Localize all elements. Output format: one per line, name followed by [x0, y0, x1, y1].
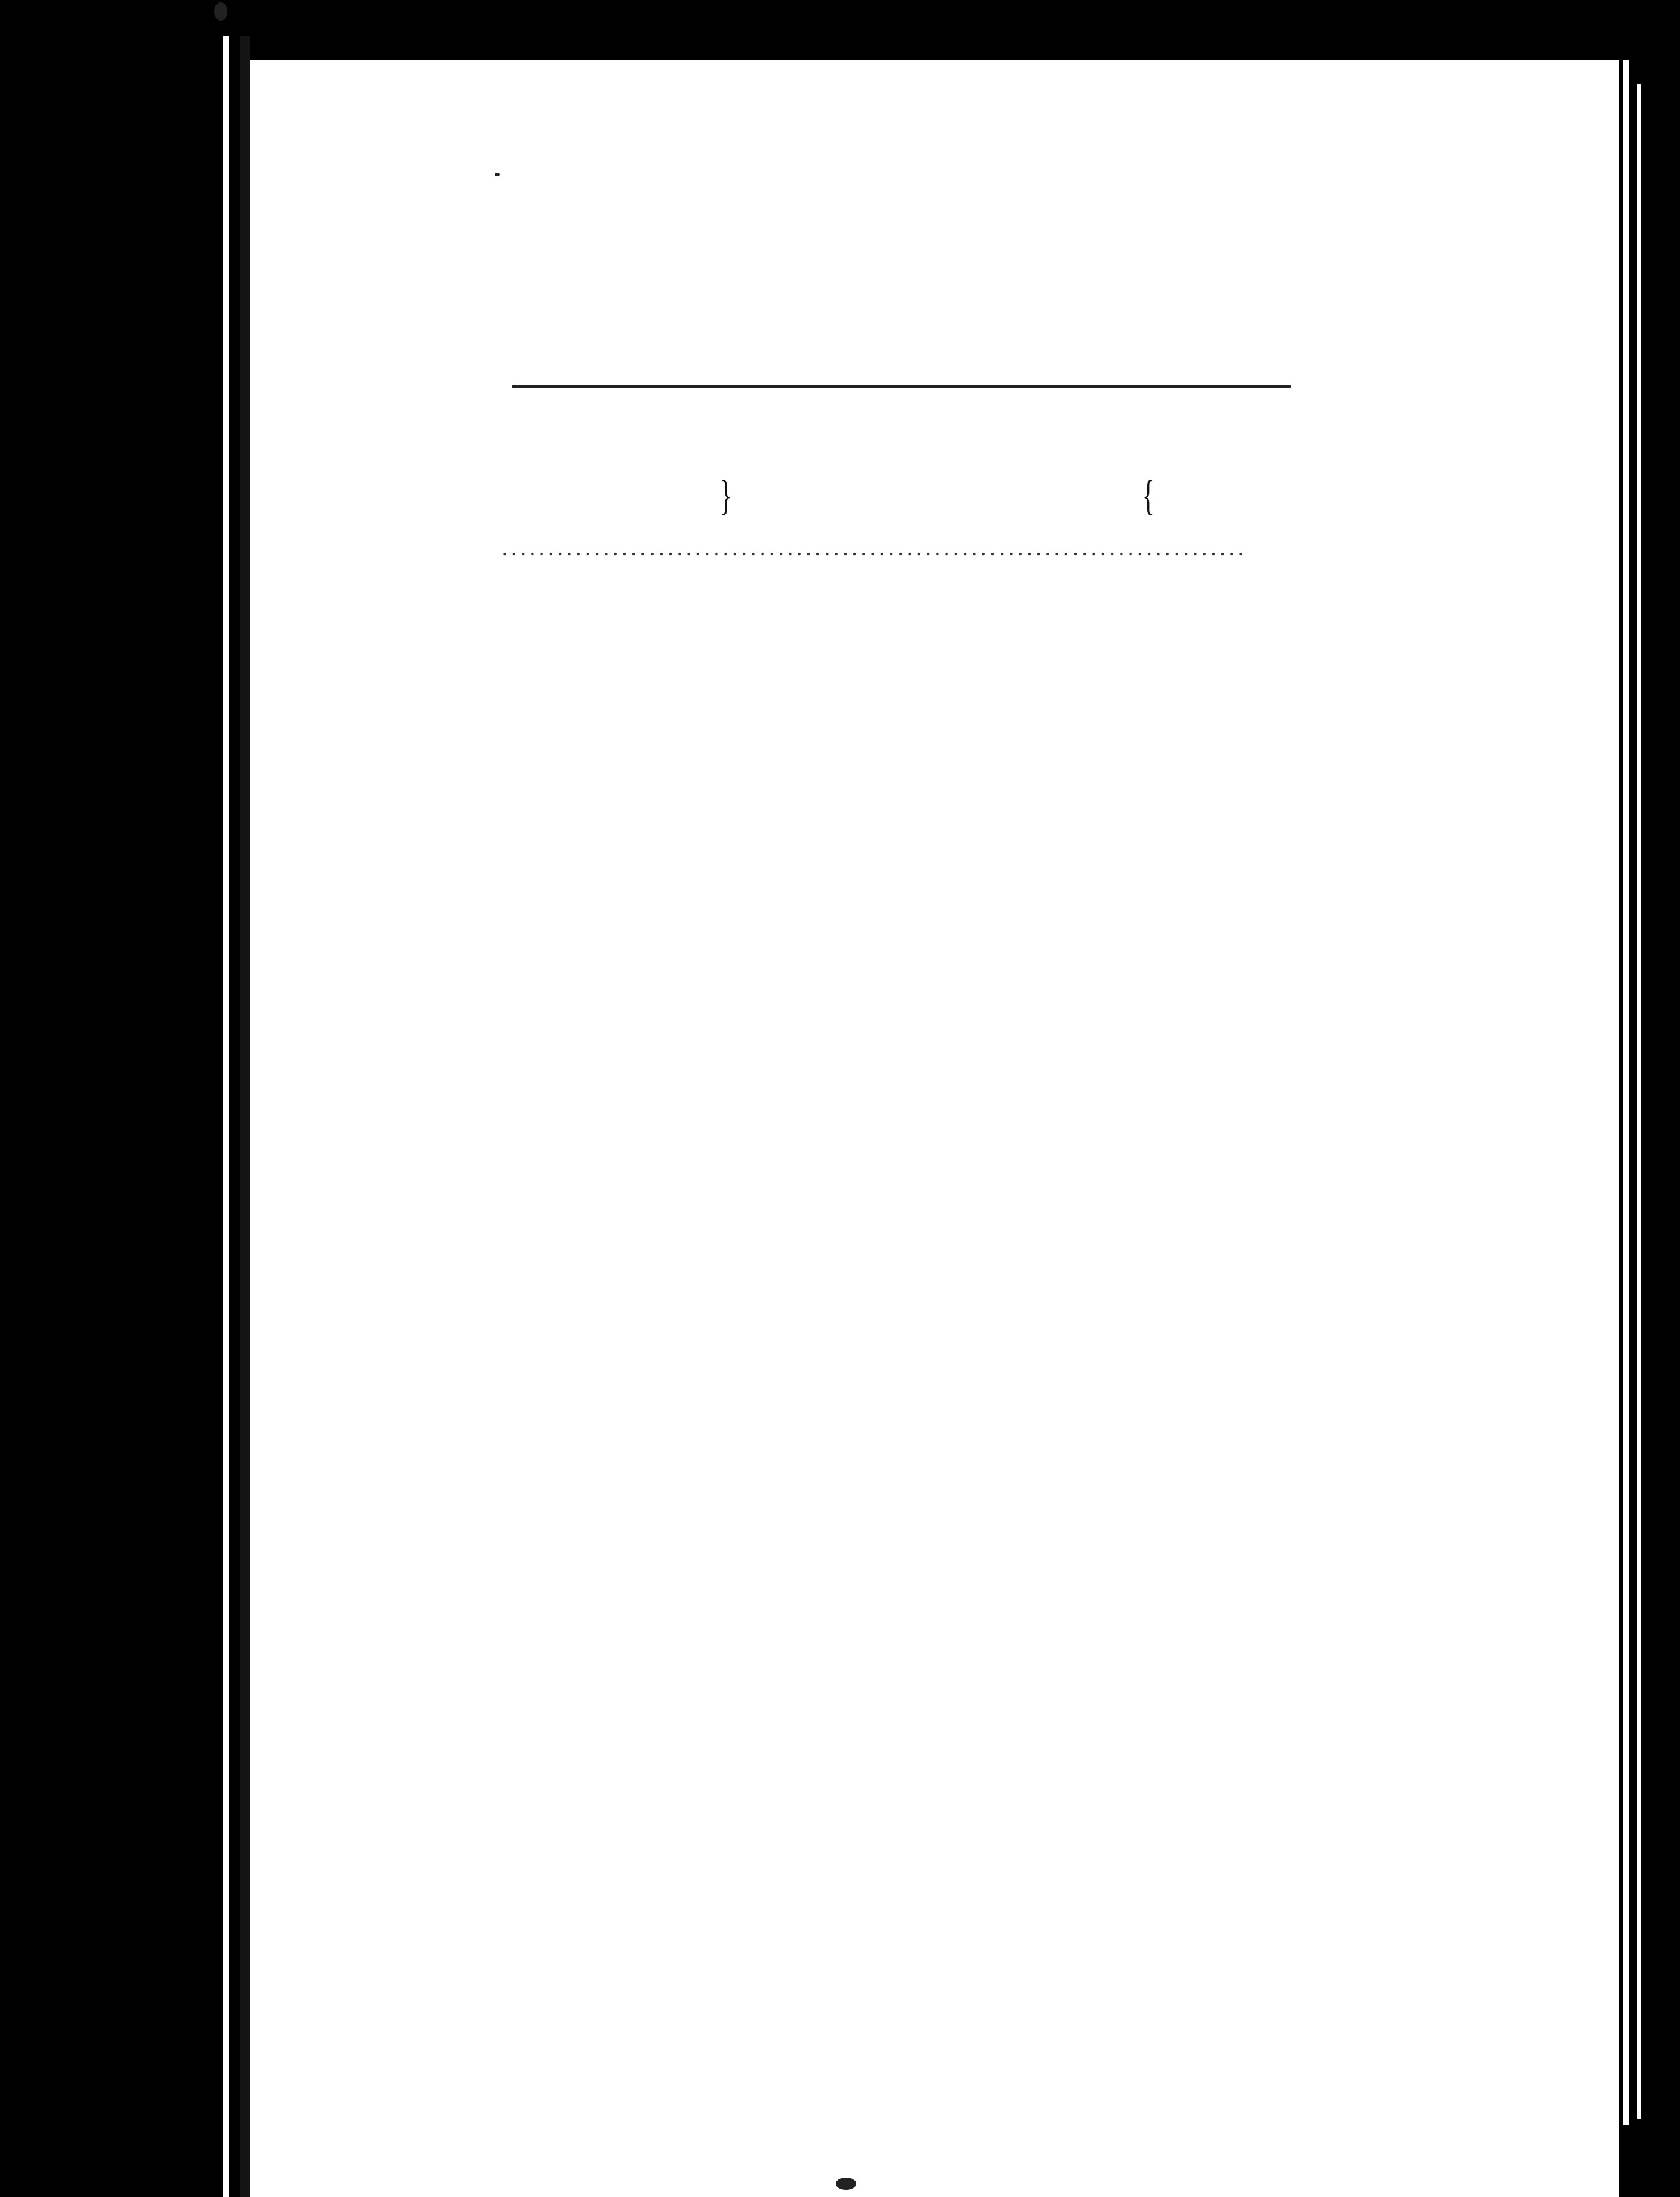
header-rule	[512, 385, 1291, 388]
toc-entry	[498, 532, 1305, 565]
scan-speck	[214, 2, 228, 21]
brace-left-glyph: {	[1142, 473, 1154, 519]
page-edge-right	[1623, 60, 1629, 2125]
book-spine	[240, 36, 250, 2197]
page-edge-left	[223, 36, 229, 2197]
book-page	[240, 60, 1619, 2197]
page-edge-right-under	[1637, 84, 1641, 2119]
toc-group-premiers-chants	[498, 465, 1305, 532]
scan-speck	[495, 173, 500, 176]
scan-speck	[836, 2178, 856, 2190]
table-of-contents	[498, 465, 1305, 565]
brace-right-glyph: }	[719, 473, 732, 519]
running-head	[0, 305, 1680, 342]
toc-leader-dots	[502, 532, 1244, 565]
